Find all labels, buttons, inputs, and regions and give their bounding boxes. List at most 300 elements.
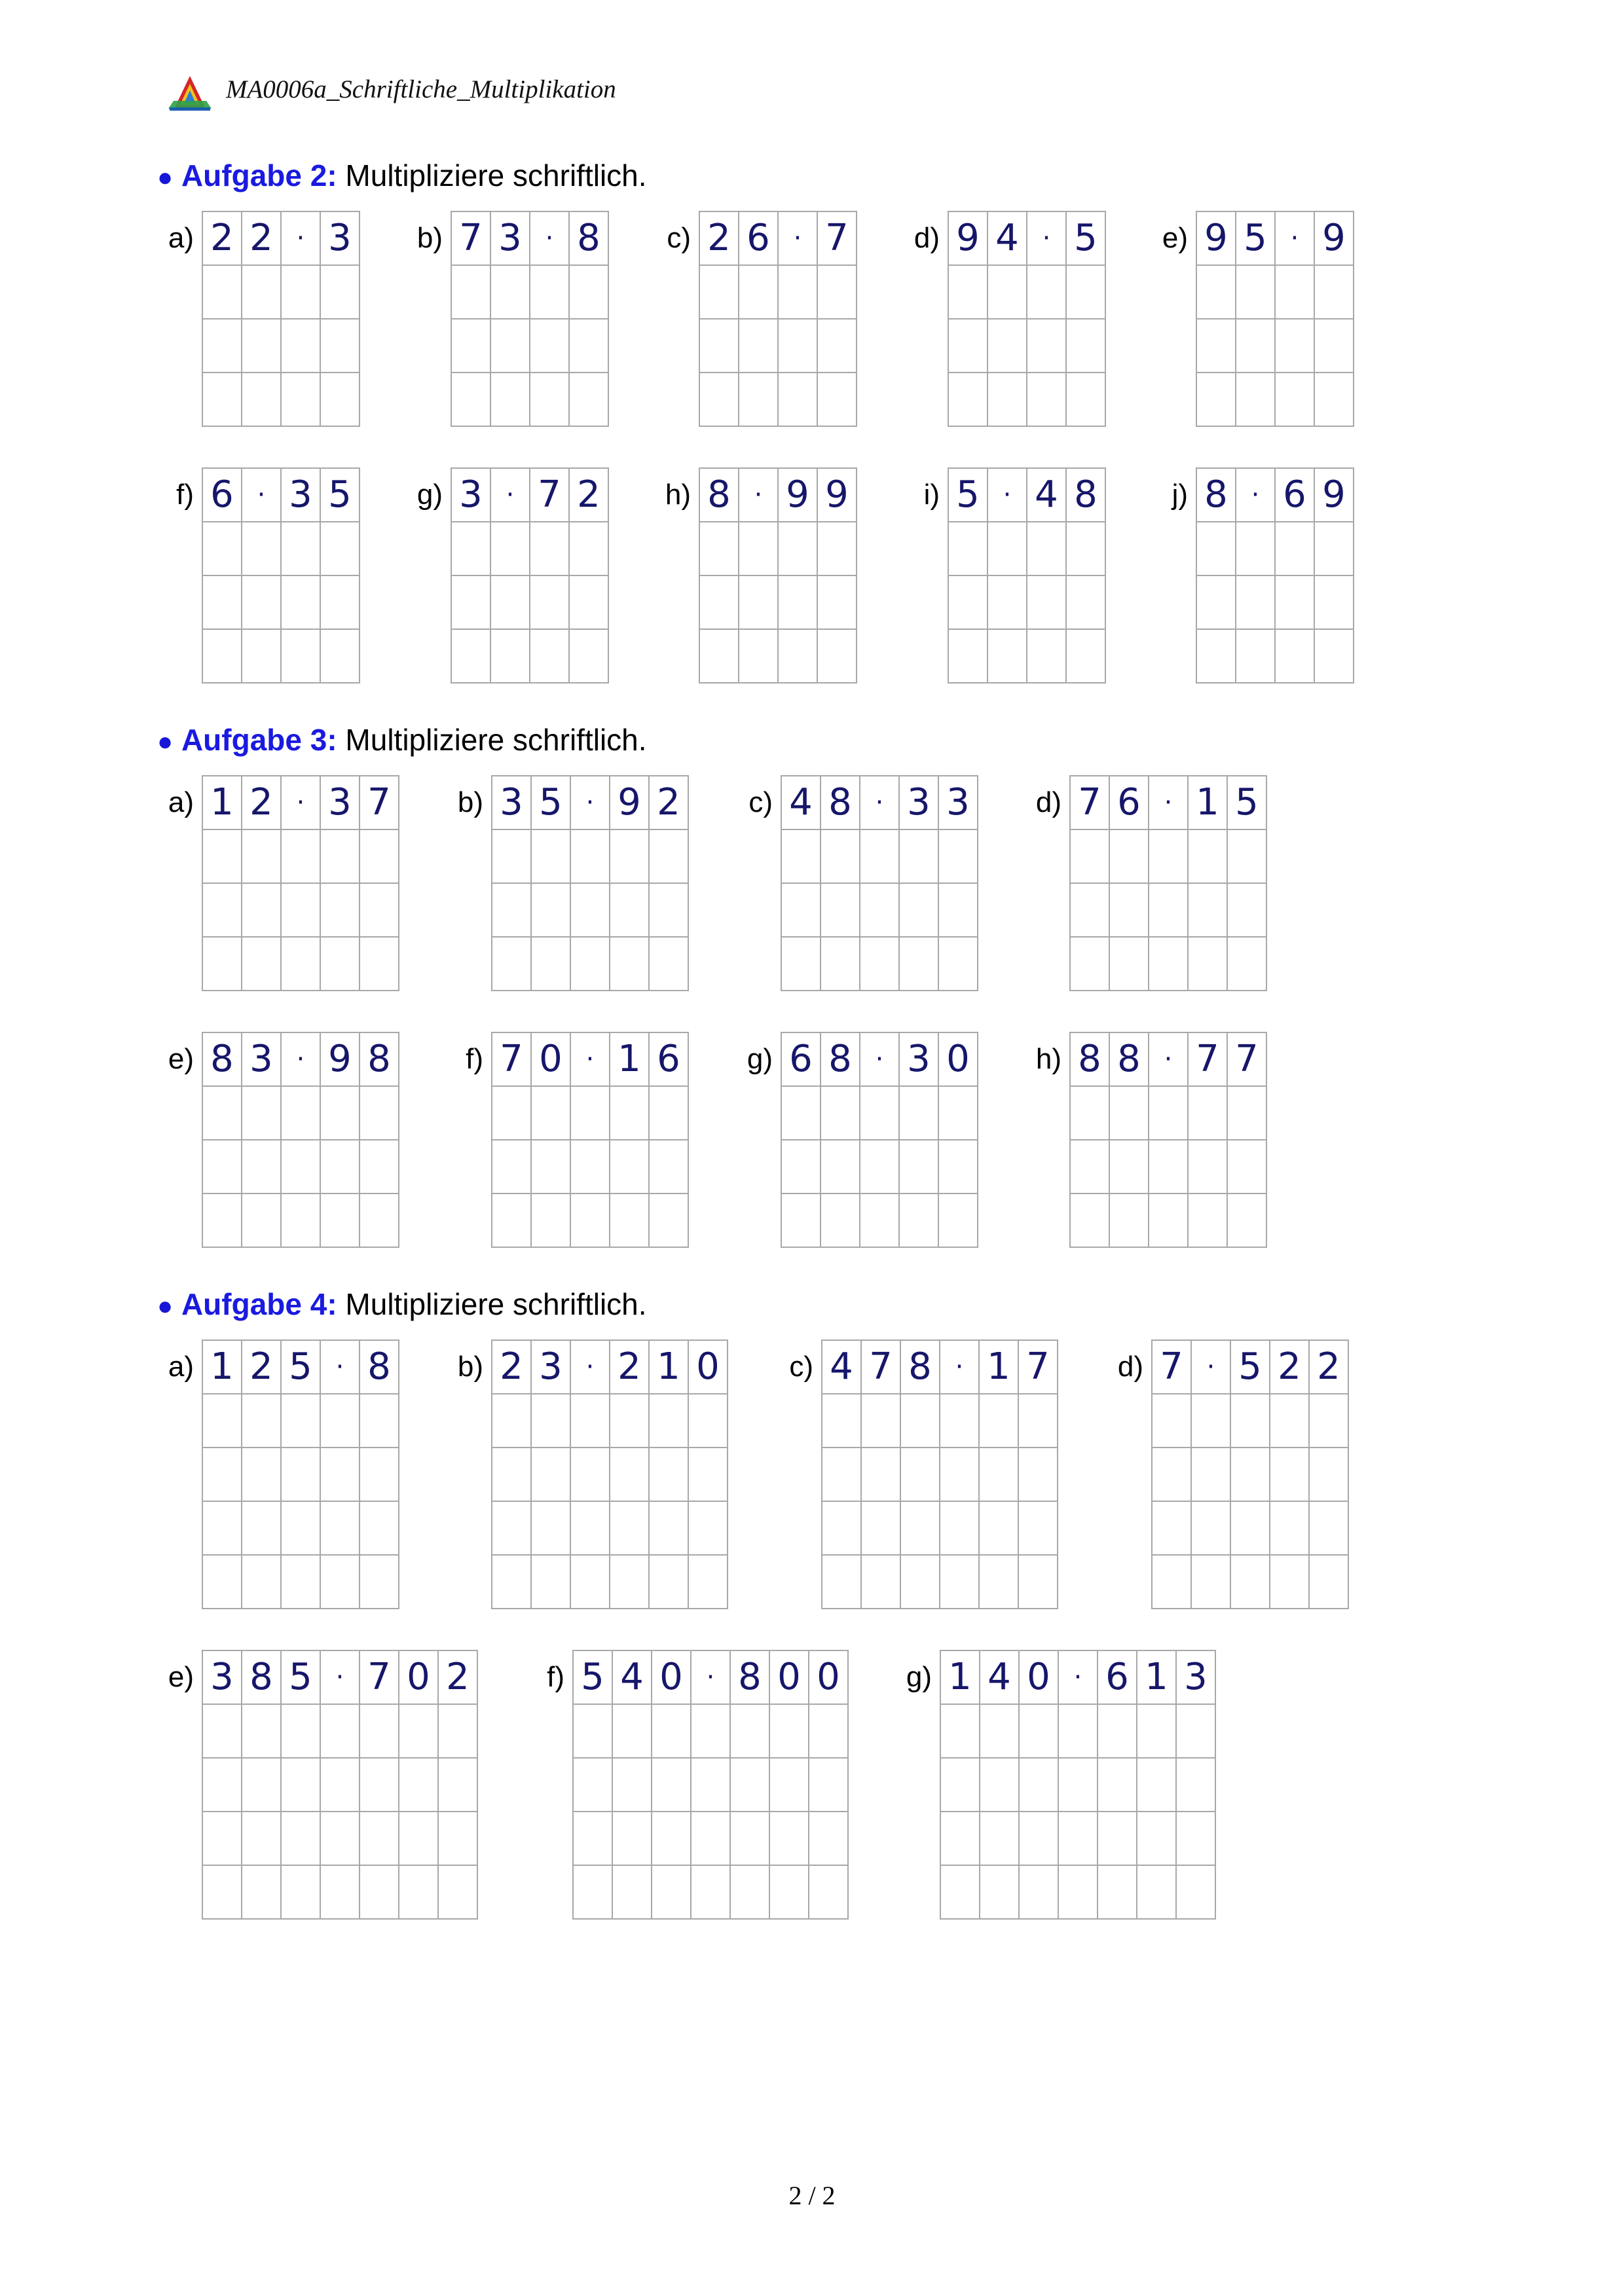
answer-cell[interactable] <box>1310 1448 1349 1502</box>
answer-cell[interactable] <box>321 830 360 884</box>
answer-cell[interactable] <box>980 1812 1020 1866</box>
answer-cell[interactable] <box>1027 266 1067 319</box>
answer-cell[interactable] <box>652 1812 692 1866</box>
answer-cell[interactable] <box>571 1556 610 1609</box>
answer-cell[interactable] <box>941 1758 980 1812</box>
answer-cell[interactable] <box>452 319 491 373</box>
answer-cell[interactable] <box>692 1758 731 1812</box>
answer-cell[interactable] <box>203 630 242 683</box>
answer-cell[interactable] <box>739 576 779 630</box>
answer-cell[interactable] <box>282 319 321 373</box>
answer-cell[interactable] <box>1177 1866 1216 1920</box>
answer-cell[interactable] <box>1110 938 1149 991</box>
answer-cell[interactable] <box>282 938 321 991</box>
answer-cell[interactable] <box>321 938 360 991</box>
answer-cell[interactable] <box>731 1866 770 1920</box>
answer-cell[interactable] <box>321 1194 360 1248</box>
answer-cell[interactable] <box>731 1812 770 1866</box>
answer-cell[interactable] <box>1027 630 1067 683</box>
answer-cell[interactable] <box>1071 938 1110 991</box>
answer-cell[interactable] <box>532 1394 571 1448</box>
answer-cell[interactable] <box>941 1866 980 1920</box>
answer-cell[interactable] <box>360 1140 399 1194</box>
answer-cell[interactable] <box>900 830 939 884</box>
answer-cell[interactable] <box>242 884 282 938</box>
answer-cell[interactable] <box>739 266 779 319</box>
answer-cell[interactable] <box>203 1866 242 1920</box>
answer-cell[interactable] <box>860 830 900 884</box>
answer-cell[interactable] <box>570 630 609 683</box>
answer-cell[interactable] <box>941 1812 980 1866</box>
answer-cell[interactable] <box>1149 830 1189 884</box>
answer-cell[interactable] <box>570 266 609 319</box>
answer-cell[interactable] <box>809 1758 849 1812</box>
answer-cell[interactable] <box>821 1087 860 1140</box>
answer-cell[interactable] <box>779 319 818 373</box>
answer-cell[interactable] <box>282 1448 321 1502</box>
answer-cell[interactable] <box>779 576 818 630</box>
answer-cell[interactable] <box>692 1705 731 1758</box>
answer-cell[interactable] <box>530 576 570 630</box>
answer-cell[interactable] <box>901 1502 940 1556</box>
answer-cell[interactable] <box>321 1448 360 1502</box>
answer-cell[interactable] <box>242 830 282 884</box>
answer-cell[interactable] <box>1315 373 1354 427</box>
answer-cell[interactable] <box>980 1758 1020 1812</box>
answer-cell[interactable] <box>1276 373 1315 427</box>
answer-cell[interactable] <box>203 1140 242 1194</box>
answer-cell[interactable] <box>650 1140 689 1194</box>
answer-cell[interactable] <box>940 1502 980 1556</box>
answer-cell[interactable] <box>439 1758 478 1812</box>
answer-cell[interactable] <box>571 1087 610 1140</box>
answer-cell[interactable] <box>782 830 821 884</box>
answer-cell[interactable] <box>282 1556 321 1609</box>
answer-cell[interactable] <box>1067 319 1106 373</box>
answer-cell[interactable] <box>321 1866 360 1920</box>
answer-cell[interactable] <box>1228 1140 1267 1194</box>
answer-cell[interactable] <box>1270 1502 1310 1556</box>
answer-cell[interactable] <box>360 1502 399 1556</box>
answer-cell[interactable] <box>439 1705 478 1758</box>
answer-cell[interactable] <box>779 522 818 576</box>
answer-cell[interactable] <box>1236 373 1276 427</box>
answer-cell[interactable] <box>1067 266 1106 319</box>
answer-cell[interactable] <box>1315 522 1354 576</box>
answer-cell[interactable] <box>739 522 779 576</box>
answer-cell[interactable] <box>242 1705 282 1758</box>
answer-cell[interactable] <box>452 266 491 319</box>
answer-cell[interactable] <box>860 1087 900 1140</box>
answer-cell[interactable] <box>1270 1448 1310 1502</box>
answer-cell[interactable] <box>360 1812 399 1866</box>
answer-cell[interactable] <box>1236 319 1276 373</box>
answer-cell[interactable] <box>203 1556 242 1609</box>
answer-cell[interactable] <box>1071 884 1110 938</box>
answer-cell[interactable] <box>452 630 491 683</box>
answer-cell[interactable] <box>610 1394 650 1448</box>
answer-cell[interactable] <box>1276 576 1315 630</box>
answer-cell[interactable] <box>532 1448 571 1502</box>
answer-cell[interactable] <box>900 1194 939 1248</box>
answer-cell[interactable] <box>779 373 818 427</box>
answer-cell[interactable] <box>532 1502 571 1556</box>
answer-cell[interactable] <box>242 576 282 630</box>
answer-cell[interactable] <box>988 373 1027 427</box>
answer-cell[interactable] <box>901 1394 940 1448</box>
answer-cell[interactable] <box>1231 1502 1270 1556</box>
answer-cell[interactable] <box>1197 576 1236 630</box>
answer-cell[interactable] <box>360 1448 399 1502</box>
answer-cell[interactable] <box>1019 1556 1058 1609</box>
answer-cell[interactable] <box>1231 1448 1270 1502</box>
answer-cell[interactable] <box>242 266 282 319</box>
answer-cell[interactable] <box>242 1394 282 1448</box>
answer-cell[interactable] <box>862 1448 901 1502</box>
answer-cell[interactable] <box>650 1502 689 1556</box>
answer-cell[interactable] <box>321 1502 360 1556</box>
answer-cell[interactable] <box>1067 522 1106 576</box>
answer-cell[interactable] <box>949 576 988 630</box>
answer-cell[interactable] <box>980 1556 1019 1609</box>
answer-cell[interactable] <box>1071 1140 1110 1194</box>
answer-cell[interactable] <box>770 1758 809 1812</box>
answer-cell[interactable] <box>491 266 530 319</box>
answer-cell[interactable] <box>530 266 570 319</box>
answer-cell[interactable] <box>203 266 242 319</box>
answer-cell[interactable] <box>574 1705 613 1758</box>
answer-cell[interactable] <box>940 1394 980 1448</box>
answer-cell[interactable] <box>1236 266 1276 319</box>
answer-cell[interactable] <box>940 1556 980 1609</box>
answer-cell[interactable] <box>822 1394 862 1448</box>
answer-cell[interactable] <box>571 938 610 991</box>
answer-cell[interactable] <box>360 938 399 991</box>
answer-cell[interactable] <box>1019 1448 1058 1502</box>
answer-cell[interactable] <box>770 1812 809 1866</box>
answer-cell[interactable] <box>610 1448 650 1502</box>
answer-cell[interactable] <box>1098 1758 1137 1812</box>
answer-cell[interactable] <box>1019 1502 1058 1556</box>
answer-cell[interactable] <box>1189 1087 1228 1140</box>
answer-cell[interactable] <box>731 1705 770 1758</box>
answer-cell[interactable] <box>1189 830 1228 884</box>
answer-cell[interactable] <box>939 884 978 938</box>
answer-cell[interactable] <box>1149 938 1189 991</box>
answer-cell[interactable] <box>700 630 739 683</box>
answer-cell[interactable] <box>1110 1140 1149 1194</box>
answer-cell[interactable] <box>1236 576 1276 630</box>
answer-cell[interactable] <box>492 830 532 884</box>
answer-cell[interactable] <box>689 1394 728 1448</box>
answer-cell[interactable] <box>321 1140 360 1194</box>
answer-cell[interactable] <box>492 1556 532 1609</box>
answer-cell[interactable] <box>988 319 1027 373</box>
answer-cell[interactable] <box>492 1140 532 1194</box>
answer-cell[interactable] <box>1067 373 1106 427</box>
answer-cell[interactable] <box>282 1502 321 1556</box>
answer-cell[interactable] <box>692 1866 731 1920</box>
answer-cell[interactable] <box>770 1866 809 1920</box>
answer-cell[interactable] <box>1310 1394 1349 1448</box>
answer-cell[interactable] <box>1177 1758 1216 1812</box>
answer-cell[interactable] <box>491 373 530 427</box>
answer-cell[interactable] <box>282 1758 321 1812</box>
answer-cell[interactable] <box>1137 1758 1177 1812</box>
answer-cell[interactable] <box>1197 266 1236 319</box>
answer-cell[interactable] <box>1067 630 1106 683</box>
answer-cell[interactable] <box>822 1556 862 1609</box>
answer-cell[interactable] <box>818 373 857 427</box>
answer-cell[interactable] <box>360 884 399 938</box>
answer-cell[interactable] <box>1153 1394 1192 1448</box>
answer-cell[interactable] <box>650 1448 689 1502</box>
answer-cell[interactable] <box>1197 373 1236 427</box>
answer-cell[interactable] <box>1067 576 1106 630</box>
answer-cell[interactable] <box>1020 1758 1059 1812</box>
answer-cell[interactable] <box>818 576 857 630</box>
answer-cell[interactable] <box>360 1194 399 1248</box>
answer-cell[interactable] <box>282 576 321 630</box>
answer-cell[interactable] <box>949 319 988 373</box>
answer-cell[interactable] <box>1231 1556 1270 1609</box>
answer-cell[interactable] <box>492 1394 532 1448</box>
answer-cell[interactable] <box>360 1394 399 1448</box>
answer-cell[interactable] <box>821 830 860 884</box>
answer-cell[interactable] <box>203 1194 242 1248</box>
answer-cell[interactable] <box>1192 1556 1231 1609</box>
answer-cell[interactable] <box>242 1758 282 1812</box>
answer-cell[interactable] <box>242 1866 282 1920</box>
answer-cell[interactable] <box>1315 319 1354 373</box>
answer-cell[interactable] <box>988 266 1027 319</box>
answer-cell[interactable] <box>571 1194 610 1248</box>
answer-cell[interactable] <box>532 938 571 991</box>
answer-cell[interactable] <box>860 1194 900 1248</box>
answer-cell[interactable] <box>1059 1758 1098 1812</box>
answer-cell[interactable] <box>1071 1087 1110 1140</box>
answer-cell[interactable] <box>818 522 857 576</box>
answer-cell[interactable] <box>822 1448 862 1502</box>
answer-cell[interactable] <box>530 319 570 373</box>
answer-cell[interactable] <box>452 576 491 630</box>
answer-cell[interactable] <box>1149 884 1189 938</box>
answer-cell[interactable] <box>1228 1194 1267 1248</box>
answer-cell[interactable] <box>1059 1705 1098 1758</box>
answer-cell[interactable] <box>492 1194 532 1248</box>
answer-cell[interactable] <box>571 884 610 938</box>
answer-cell[interactable] <box>1098 1812 1137 1866</box>
answer-cell[interactable] <box>1110 1194 1149 1248</box>
answer-cell[interactable] <box>570 319 609 373</box>
answer-cell[interactable] <box>1276 266 1315 319</box>
answer-cell[interactable] <box>574 1866 613 1920</box>
answer-cell[interactable] <box>782 1140 821 1194</box>
answer-cell[interactable] <box>782 1087 821 1140</box>
answer-cell[interactable] <box>203 522 242 576</box>
answer-cell[interactable] <box>530 522 570 576</box>
answer-cell[interactable] <box>360 1866 399 1920</box>
answer-cell[interactable] <box>610 1502 650 1556</box>
answer-cell[interactable] <box>988 576 1027 630</box>
answer-cell[interactable] <box>491 522 530 576</box>
answer-cell[interactable] <box>610 1556 650 1609</box>
answer-cell[interactable] <box>242 522 282 576</box>
answer-cell[interactable] <box>1270 1556 1310 1609</box>
answer-cell[interactable] <box>809 1812 849 1866</box>
answer-cell[interactable] <box>1110 884 1149 938</box>
answer-cell[interactable] <box>203 576 242 630</box>
answer-cell[interactable] <box>1110 830 1149 884</box>
answer-cell[interactable] <box>282 266 321 319</box>
answer-cell[interactable] <box>610 1194 650 1248</box>
answer-cell[interactable] <box>282 373 321 427</box>
answer-cell[interactable] <box>610 830 650 884</box>
answer-cell[interactable] <box>610 1140 650 1194</box>
answer-cell[interactable] <box>1137 1866 1177 1920</box>
answer-cell[interactable] <box>941 1705 980 1758</box>
answer-cell[interactable] <box>1110 1087 1149 1140</box>
answer-cell[interactable] <box>779 266 818 319</box>
answer-cell[interactable] <box>242 319 282 373</box>
answer-cell[interactable] <box>1137 1812 1177 1866</box>
answer-cell[interactable] <box>1027 319 1067 373</box>
answer-cell[interactable] <box>860 1140 900 1194</box>
answer-cell[interactable] <box>1153 1502 1192 1556</box>
answer-cell[interactable] <box>652 1758 692 1812</box>
answer-cell[interactable] <box>282 630 321 683</box>
answer-cell[interactable] <box>242 1502 282 1556</box>
answer-cell[interactable] <box>739 630 779 683</box>
answer-cell[interactable] <box>242 938 282 991</box>
answer-cell[interactable] <box>242 1087 282 1140</box>
answer-cell[interactable] <box>532 830 571 884</box>
answer-cell[interactable] <box>700 522 739 576</box>
answer-cell[interactable] <box>988 630 1027 683</box>
answer-cell[interactable] <box>282 1140 321 1194</box>
answer-cell[interactable] <box>242 630 282 683</box>
answer-cell[interactable] <box>321 1556 360 1609</box>
answer-cell[interactable] <box>939 830 978 884</box>
answer-cell[interactable] <box>282 1394 321 1448</box>
answer-cell[interactable] <box>650 1394 689 1448</box>
answer-cell[interactable] <box>610 1087 650 1140</box>
answer-cell[interactable] <box>610 884 650 938</box>
answer-cell[interactable] <box>613 1812 652 1866</box>
answer-cell[interactable] <box>1197 319 1236 373</box>
answer-cell[interactable] <box>492 884 532 938</box>
answer-cell[interactable] <box>818 266 857 319</box>
answer-cell[interactable] <box>782 884 821 938</box>
answer-cell[interactable] <box>242 1140 282 1194</box>
answer-cell[interactable] <box>203 373 242 427</box>
answer-cell[interactable] <box>1020 1866 1059 1920</box>
answer-cell[interactable] <box>242 1194 282 1248</box>
answer-cell[interactable] <box>1189 938 1228 991</box>
answer-cell[interactable] <box>821 938 860 991</box>
answer-cell[interactable] <box>282 830 321 884</box>
answer-cell[interactable] <box>1310 1556 1349 1609</box>
answer-cell[interactable] <box>613 1705 652 1758</box>
answer-cell[interactable] <box>321 266 360 319</box>
answer-cell[interactable] <box>939 1087 978 1140</box>
answer-cell[interactable] <box>860 938 900 991</box>
answer-cell[interactable] <box>532 884 571 938</box>
answer-cell[interactable] <box>949 522 988 576</box>
answer-cell[interactable] <box>399 1758 439 1812</box>
answer-cell[interactable] <box>574 1812 613 1866</box>
answer-cell[interactable] <box>939 1194 978 1248</box>
answer-cell[interactable] <box>321 884 360 938</box>
answer-cell[interactable] <box>1270 1394 1310 1448</box>
answer-cell[interactable] <box>809 1705 849 1758</box>
answer-cell[interactable] <box>1231 1394 1270 1448</box>
answer-cell[interactable] <box>1019 1394 1058 1448</box>
answer-cell[interactable] <box>1149 1194 1189 1248</box>
answer-cell[interactable] <box>203 1502 242 1556</box>
answer-cell[interactable] <box>321 522 360 576</box>
answer-cell[interactable] <box>321 576 360 630</box>
answer-cell[interactable] <box>203 1448 242 1502</box>
answer-cell[interactable] <box>1153 1448 1192 1502</box>
answer-cell[interactable] <box>321 373 360 427</box>
answer-cell[interactable] <box>939 1140 978 1194</box>
answer-cell[interactable] <box>530 630 570 683</box>
answer-cell[interactable] <box>574 1758 613 1812</box>
answer-cell[interactable] <box>360 830 399 884</box>
answer-cell[interactable] <box>901 1448 940 1502</box>
answer-cell[interactable] <box>862 1556 901 1609</box>
answer-cell[interactable] <box>571 1394 610 1448</box>
answer-cell[interactable] <box>203 1705 242 1758</box>
answer-cell[interactable] <box>532 1140 571 1194</box>
answer-cell[interactable] <box>399 1705 439 1758</box>
answer-cell[interactable] <box>571 1502 610 1556</box>
answer-cell[interactable] <box>1228 938 1267 991</box>
answer-cell[interactable] <box>1027 576 1067 630</box>
answer-cell[interactable] <box>1276 522 1315 576</box>
answer-cell[interactable] <box>1153 1556 1192 1609</box>
answer-cell[interactable] <box>439 1866 478 1920</box>
answer-cell[interactable] <box>532 1556 571 1609</box>
answer-cell[interactable] <box>1189 884 1228 938</box>
answer-cell[interactable] <box>321 630 360 683</box>
answer-cell[interactable] <box>360 1087 399 1140</box>
answer-cell[interactable] <box>1149 1140 1189 1194</box>
answer-cell[interactable] <box>571 830 610 884</box>
answer-cell[interactable] <box>321 1087 360 1140</box>
answer-cell[interactable] <box>1197 630 1236 683</box>
answer-cell[interactable] <box>282 1812 321 1866</box>
answer-cell[interactable] <box>282 1087 321 1140</box>
answer-cell[interactable] <box>360 1556 399 1609</box>
answer-cell[interactable] <box>782 938 821 991</box>
answer-cell[interactable] <box>818 630 857 683</box>
answer-cell[interactable] <box>530 373 570 427</box>
answer-cell[interactable] <box>532 1087 571 1140</box>
answer-cell[interactable] <box>1228 830 1267 884</box>
answer-cell[interactable] <box>689 1502 728 1556</box>
answer-cell[interactable] <box>949 266 988 319</box>
answer-cell[interactable] <box>321 1812 360 1866</box>
answer-cell[interactable] <box>652 1705 692 1758</box>
answer-cell[interactable] <box>399 1866 439 1920</box>
answer-cell[interactable] <box>1020 1812 1059 1866</box>
answer-cell[interactable] <box>242 1812 282 1866</box>
answer-cell[interactable] <box>203 319 242 373</box>
answer-cell[interactable] <box>491 630 530 683</box>
answer-cell[interactable] <box>1315 266 1354 319</box>
